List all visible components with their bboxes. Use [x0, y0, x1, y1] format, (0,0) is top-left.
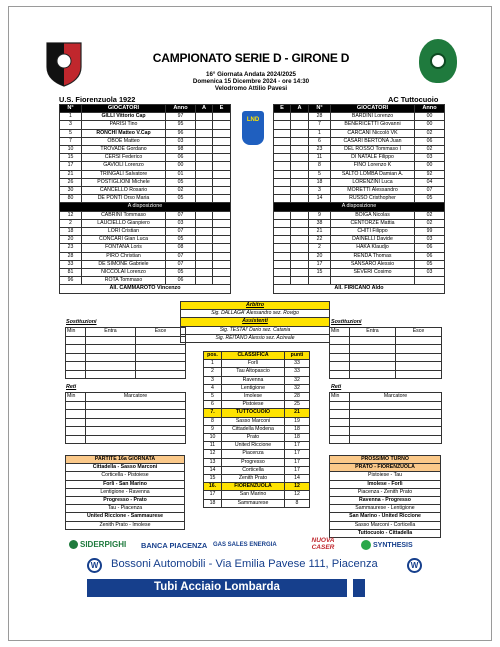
player-number: 15 — [60, 154, 82, 162]
player-number: 21 — [60, 170, 82, 178]
next-match-item: Tuttocuoio - Cittadella — [330, 529, 441, 537]
player-number: 14 — [309, 195, 331, 203]
standing-points: 17 — [285, 458, 310, 466]
player-year: 95 — [166, 121, 196, 129]
away-subs-table — [329, 327, 442, 379]
player-number: 96 — [60, 277, 82, 285]
standing-team: Cittadella Modena — [222, 425, 285, 433]
player-number: 7 — [60, 137, 82, 145]
lnd-logo: LND — [242, 111, 264, 145]
player-number: 6 — [309, 137, 331, 145]
standing-pos: 1 — [204, 360, 222, 368]
standing-points: 25 — [285, 401, 310, 409]
col-e: E — [274, 105, 291, 113]
player-year: 96 — [166, 129, 196, 137]
standing-pos: 6 — [204, 401, 222, 409]
player-year: 05 — [415, 260, 445, 268]
subs-out-header: Esce — [396, 328, 442, 337]
standing-pos: 17 — [204, 491, 222, 499]
player-number: 5 — [309, 170, 331, 178]
sponsor-gas-sales: GAS SALES ENERGIA — [213, 542, 277, 548]
player-year: 02 — [415, 129, 445, 137]
standing-points: 32 — [285, 376, 310, 384]
player-number: 3 — [309, 187, 331, 195]
home-team-name: U.S. Fiorenzuola 1922 — [59, 95, 136, 104]
col-pos: pos. — [204, 352, 222, 360]
sponsor-banca-piacenza: BANCA PIACENZA — [141, 541, 208, 550]
player-name: RUSSO Cristhopher — [331, 195, 415, 203]
player-year: 07 — [166, 260, 196, 268]
player-number: 17 — [60, 162, 82, 170]
home-subs-label: Sostituzioni — [66, 319, 97, 325]
player-name: SANSARO Alessio — [331, 260, 415, 268]
player-number: 3 — [60, 121, 82, 129]
matchday-title: PARTITE 16a GIORNATA — [66, 456, 185, 464]
match-item: Lentigione - Ravenna — [66, 488, 185, 496]
standing-points: 19 — [285, 417, 310, 425]
player-year: 06 — [166, 154, 196, 162]
player-name: GILLI Vittorio Cap — [82, 113, 166, 121]
standing-points: 21 — [285, 409, 310, 417]
vw-logo-icon: W — [407, 558, 422, 573]
standing-points: 14 — [285, 475, 310, 483]
player-number: 33 — [60, 260, 82, 268]
page — [8, 6, 492, 641]
home-goals-label: Reti — [66, 384, 77, 390]
player-number: 28 — [309, 113, 331, 121]
match-item: Cittadella - Sasso Marconi — [66, 464, 185, 472]
standing-team: Lentigione — [222, 384, 285, 392]
player-number: 1 — [309, 129, 331, 137]
standing-pos: 3 — [204, 376, 222, 384]
player-name: CHITI Filippo — [331, 228, 415, 236]
next-round-title: PROSSIMO TURNO — [330, 456, 441, 464]
player-year: 92 — [415, 170, 445, 178]
player-name: CANCELLO Rosario — [82, 187, 166, 195]
player-name: CASARI BERTONA Juan — [331, 137, 415, 145]
player-number: 12 — [60, 211, 82, 219]
player-name: DE SIMONE Gabriele — [82, 260, 166, 268]
standing-team: Sasso Marconi — [222, 417, 285, 425]
standing-team: Sammaurese — [222, 499, 285, 507]
player-name: BENERICETTI Giovanni — [331, 121, 415, 129]
standing-points: 12 — [285, 483, 310, 491]
col-year: Anno — [415, 105, 445, 113]
next-match-item: Sammaurese - Lentigione — [330, 505, 441, 513]
player-number: 26 — [60, 178, 82, 186]
standing-team: TUTTOCUOIO — [222, 409, 285, 417]
player-year: 05 — [166, 178, 196, 186]
vw-logo-icon: W — [87, 558, 102, 573]
player-year: 05 — [166, 236, 196, 244]
player-name: LAUCIELLO Gianpiero — [82, 219, 166, 227]
match-item: Zenith Prato - Imolese — [66, 521, 185, 529]
standing-team: Imolese — [222, 393, 285, 401]
player-number: 9 — [309, 211, 331, 219]
goals-min-header: Min — [66, 393, 86, 402]
match-item: Forlì - San Marino — [66, 480, 185, 488]
sponsor-bossoni: W Bossoni Automobili - Via Emilia Pavese 111, Piacenza W — [87, 557, 427, 575]
standing-team: Corticella — [222, 466, 285, 474]
player-name: SALTO LOMBA Damian A. — [331, 170, 415, 178]
player-year: 05 — [415, 195, 445, 203]
player-name: FINO Lorenzo K — [331, 162, 415, 170]
player-number: 1 — [60, 113, 82, 121]
standing-pos: 12 — [204, 450, 222, 458]
player-number: 8 — [309, 162, 331, 170]
next-match-item: Imolese - Forlì — [330, 480, 441, 488]
player-number: 21 — [309, 228, 331, 236]
home-lineup-table — [59, 104, 231, 294]
standing-team: Zenith Prato — [222, 475, 285, 483]
player-year: 06 — [415, 244, 445, 252]
player-name: OBOE Matteo — [82, 137, 166, 145]
goals-min-header: Min — [330, 393, 350, 402]
player-name: LORENZINI Luca — [331, 178, 415, 186]
next-match-item: Piacenza - Zenith Prato — [330, 488, 441, 496]
player-number: 22 — [309, 236, 331, 244]
sponsor-synthesis: SYNTHESIS — [361, 540, 413, 550]
standing-points: 8 — [285, 499, 310, 507]
player-number: 2 — [309, 244, 331, 252]
match-item: United Riccione - Sammaurese — [66, 513, 185, 521]
standing-points: 18 — [285, 434, 310, 442]
standing-pos: 10 — [204, 434, 222, 442]
standing-pos: 13 — [204, 458, 222, 466]
standing-team: Forlì — [222, 360, 285, 368]
player-year: 05 — [166, 269, 196, 277]
player-name: CARCANI Niccolò VK — [331, 129, 415, 137]
assistant-1: Sig. TESTAI' Dario sez. Catania — [181, 326, 330, 334]
standing-points: 33 — [285, 360, 310, 368]
away-lineup-table — [273, 104, 445, 294]
player-year: 98 — [166, 146, 196, 154]
player-name: NICCOLAI Lorenzo — [82, 269, 166, 277]
col-number: N° — [60, 105, 82, 113]
player-year: 02 — [415, 146, 445, 154]
player-number: 7 — [309, 121, 331, 129]
match-item: Progresso - Prato — [66, 497, 185, 505]
standing-pos: 15 — [204, 475, 222, 483]
subs-out-header: Esce — [136, 328, 186, 337]
player-year: 06 — [415, 137, 445, 145]
venue-text: Velodromo Attilio Pavesi — [214, 85, 288, 92]
player-year: 97 — [166, 113, 196, 121]
player-year: 03 — [415, 269, 445, 277]
player-number: 38 — [309, 219, 331, 227]
match-item: Corticella - Pistoiese — [66, 472, 185, 480]
player-name: HAKA Klaudjo — [331, 244, 415, 252]
standing-points: 12 — [285, 491, 310, 499]
bench-label: A disposizione — [274, 203, 445, 211]
col-a: A — [196, 105, 213, 113]
player-name: MORETTI Alessandro — [331, 187, 415, 195]
home-coach: All. CAMMAROTO Vincenzo — [60, 285, 231, 293]
standing-pos: 4 — [204, 384, 222, 392]
player-name: DEL ROSSO Tommaso I — [331, 146, 415, 154]
goals-scorer-header: Marcatore — [86, 393, 186, 402]
standing-pos: 14 — [204, 466, 222, 474]
player-name: CERSI Federico — [82, 154, 166, 162]
next-round-table — [329, 455, 441, 538]
player-name: BOIGA Nicolas — [331, 211, 415, 219]
bench-label: A disposizione — [60, 203, 231, 211]
sponsor-nuova-caser: NUOVA CASER — [311, 537, 335, 551]
player-name: CENTORZE Mattia — [331, 219, 415, 227]
col-players: GIOCATORI — [331, 105, 415, 113]
player-year: 07 — [166, 252, 196, 260]
standing-team: FIORENZUOLA — [222, 483, 285, 491]
standing-team: Prato — [222, 434, 285, 442]
player-name: TROVADE Gordano — [82, 146, 166, 154]
player-year: 02 — [166, 187, 196, 195]
standing-pos: 9 — [204, 425, 222, 433]
assistants-label: Assistenti — [181, 318, 330, 326]
sponsor-siderpighi: SIDERPIGHI — [69, 540, 126, 549]
player-year: 02 — [415, 211, 445, 219]
player-year: 00 — [415, 113, 445, 121]
player-number: 11 — [309, 154, 331, 162]
away-subs-label: Sostituzioni — [331, 319, 362, 325]
player-number: 18 — [309, 178, 331, 186]
player-year: 07 — [166, 211, 196, 219]
standing-points: 18 — [285, 425, 310, 433]
player-year: 06 — [166, 277, 196, 285]
player-name: SEVERI Cosimo — [331, 269, 415, 277]
col-a: A — [291, 105, 309, 113]
player-name: POSTIGLIONI Michele — [82, 178, 166, 186]
player-name: CONCARI Gian Luca — [82, 236, 166, 244]
standing-points: 17 — [285, 466, 310, 474]
player-year: 08 — [166, 244, 196, 252]
standing-team: Ravenna — [222, 376, 285, 384]
player-number: 10 — [60, 146, 82, 154]
referee-label: Arbitro — [181, 302, 330, 310]
standing-team: Piacenza — [222, 450, 285, 458]
standings-table — [203, 351, 310, 508]
player-name: BARDINI Lorenzo — [331, 113, 415, 121]
match-item: Tau - Piacenza — [66, 505, 185, 513]
player-name: FONTANA Loris — [82, 244, 166, 252]
player-number: 15 — [309, 269, 331, 277]
date-text: Domenica 15 Dicembre 2024 - ore 14:30 — [192, 78, 310, 85]
standing-pos: 18 — [204, 499, 222, 507]
standing-pos: 11 — [204, 442, 222, 450]
player-number: 30 — [60, 187, 82, 195]
away-team-name: AC Tuttocuoio — [388, 95, 439, 104]
goals-scorer-header: Marcatore — [350, 393, 442, 402]
player-name: CABRINI Tommaso — [82, 211, 166, 219]
standing-team: Pistoiese — [222, 401, 285, 409]
player-year: 01 — [166, 170, 196, 178]
player-name: DAINELLI Davide — [331, 236, 415, 244]
standing-points: 32 — [285, 384, 310, 392]
player-year: 03 — [166, 219, 196, 227]
player-name: ROTA Tommaso — [82, 277, 166, 285]
player-name: RENDA Thomas — [331, 252, 415, 260]
standing-points: 17 — [285, 442, 310, 450]
player-number: 23 — [309, 146, 331, 154]
next-match-item: PRATO - FIORENZUOLA — [330, 464, 441, 472]
player-year: 07 — [415, 187, 445, 195]
next-match-item: Pistoiese - Tau — [330, 472, 441, 480]
player-year: 04 — [415, 178, 445, 186]
player-name: LORI Cristian — [82, 228, 166, 236]
standing-pos: 16. — [204, 483, 222, 491]
officials-table — [180, 301, 330, 343]
standing-pos: 5 — [204, 393, 222, 401]
player-year: 99 — [415, 228, 445, 236]
player-name: DE PONTI Orso Maria — [82, 195, 166, 203]
col-players: GIOCATORI — [82, 105, 166, 113]
round-text: 16° Giornata Andata 2024/2025 — [206, 71, 296, 78]
page-title: CAMPIONATO SERIE D - GIRONE D — [152, 51, 350, 65]
col-points: punti — [285, 352, 310, 360]
player-name: RONCHI Matteo V.Cap — [82, 129, 166, 137]
next-match-item: Ravenna - Progresso — [330, 497, 441, 505]
standing-team: Tau Altopascio — [222, 368, 285, 376]
player-number: 20 — [309, 252, 331, 260]
away-goals-label: Reti — [331, 384, 342, 390]
player-year: 03 — [166, 137, 196, 145]
sponsor-badge — [353, 579, 365, 597]
standing-pos: 7. — [204, 409, 222, 417]
player-year: 07 — [166, 228, 196, 236]
assistant-2: Sig. REITANO Alessio sez. Acireale — [181, 334, 330, 342]
player-name: PARISI Tino — [82, 121, 166, 129]
standing-points: 33 — [285, 368, 310, 376]
player-name: PIRO Christian — [82, 252, 166, 260]
player-year: 06 — [415, 252, 445, 260]
player-number: 80 — [60, 195, 82, 203]
standing-pos: 8 — [204, 417, 222, 425]
next-match-item: San Marino - United Riccione — [330, 513, 441, 521]
standing-team: United Riccione — [222, 442, 285, 450]
player-number: 5 — [60, 129, 82, 137]
player-number: 2 — [60, 219, 82, 227]
sponsor-tubi-acciaio: Tubi Acciaio Lombarda — [87, 579, 347, 597]
player-number: 17 — [309, 260, 331, 268]
player-year: 03 — [415, 154, 445, 162]
away-goals-table — [329, 392, 442, 444]
player-number: 81 — [60, 269, 82, 277]
player-number: 28 — [60, 252, 82, 260]
player-name: GAVIOLI Lorenzo — [82, 162, 166, 170]
subs-in-header: Entra — [86, 328, 136, 337]
player-year: 00 — [415, 162, 445, 170]
col-e: E — [213, 105, 231, 113]
standing-points: 28 — [285, 393, 310, 401]
standing-team: Progresso — [222, 458, 285, 466]
player-year: 00 — [415, 121, 445, 129]
referee-name: Sig. DALLAGA' Alessandro sez. Rovigo — [181, 310, 330, 318]
player-year: 03 — [415, 236, 445, 244]
player-year: 02 — [415, 219, 445, 227]
player-number: 23 — [60, 244, 82, 252]
home-goals-table — [65, 392, 186, 444]
home-subs-table — [65, 327, 186, 379]
player-year: 00 — [166, 162, 196, 170]
subs-in-header: Entra — [350, 328, 396, 337]
player-number: 18 — [60, 228, 82, 236]
next-match-item: Sasso Marconi - Corticella — [330, 521, 441, 529]
matchday-table — [65, 455, 185, 530]
col-year: Anno — [166, 105, 196, 113]
subs-min-header: Min — [66, 328, 86, 337]
standing-pos: 2 — [204, 368, 222, 376]
subs-min-header: Min — [330, 328, 350, 337]
player-name: TRINGALI Salvatore — [82, 170, 166, 178]
col-team: CLASSIFICA — [222, 352, 285, 360]
standing-points: 17 — [285, 450, 310, 458]
player-year: 05 — [166, 195, 196, 203]
player-number: 20 — [60, 236, 82, 244]
player-name: DI NATALE Filippo — [331, 154, 415, 162]
col-number: N° — [309, 105, 331, 113]
standing-team: San Marino — [222, 491, 285, 499]
away-coach: All. FIRICANO Aldo — [274, 285, 445, 293]
